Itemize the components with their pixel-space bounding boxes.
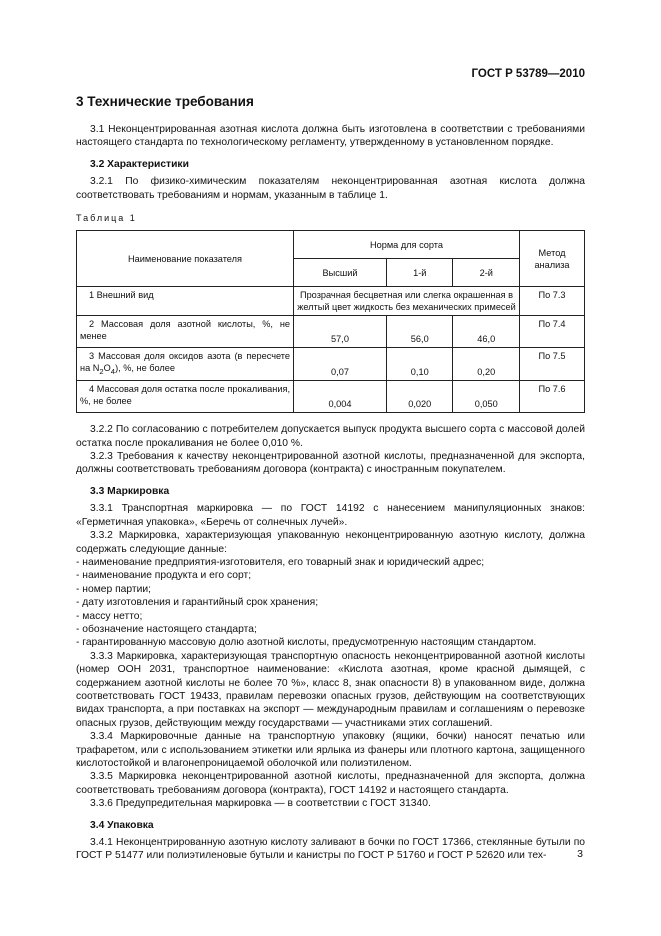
row-value: 57,0 bbox=[294, 316, 387, 348]
row-value: 56,0 bbox=[387, 316, 453, 348]
paragraph-3-3-1: 3.3.1 Транспортная маркировка — по ГОСТ 14192 с нанесением манипуляционных знаков: «Герметичная упаковка», «Беречь от солнечных лучей». bbox=[76, 503, 585, 528]
paragraph-3-3-5: 3.3.5 Маркировка неконцентрированной азотной кислоты, предназначенной для экспорта, должна соответствовать требованиям договора (контракта), ГОСТ 14192 и настоящего стандарта. bbox=[76, 771, 585, 796]
subsection-title-3-3: 3.3 Маркировка bbox=[90, 485, 170, 497]
row-value: 0,050 bbox=[453, 381, 520, 413]
grade-header: Высший bbox=[294, 259, 387, 287]
header-method: Метод анализа bbox=[520, 231, 585, 287]
list-item: - массу нетто; bbox=[76, 610, 143, 622]
row-value: 0,020 bbox=[387, 381, 453, 413]
row-method: По 7.6 bbox=[520, 381, 585, 413]
row-value: 0,20 bbox=[453, 348, 520, 381]
paragraph-3-2-1: 3.2.1 По физико-химическим показателям неконцентрированная азотная кислота должна соответствовать требованиям и нормам, указанным в таблице 1. bbox=[76, 176, 585, 201]
paragraph-3-3-6: 3.3.6 Предупредительная маркировка — в соответствии с ГОСТ 31340. bbox=[90, 798, 431, 810]
section-body bbox=[76, 123, 585, 863]
list-item: - дату изготовления и гарантийный срок хранения; bbox=[76, 597, 319, 609]
row-name: 3 Массовая доля оксидов азота (в пересчете на $N_2O_4$), %, не более bbox=[77, 348, 294, 381]
table-row bbox=[77, 381, 585, 413]
table-caption: Таблица 1 bbox=[76, 213, 137, 224]
subsection-title-3-4: 3.4 Упаковка bbox=[90, 819, 154, 831]
paragraph-3-3-4: 3.3.4 Маркировочные данные на транспортную упаковку (ящики, бочки) наносят печатью или трафаретом, или с использованием этикетки или ярлыка из фанеры или плотного картона, защищенного кислотостойкой и влагонепроницаемой оболочкой или полиэтиленом. bbox=[76, 731, 585, 770]
row-value: 46,0 bbox=[453, 316, 520, 348]
row-name: 4 Массовая доля остатка после прокаливания, %, не более bbox=[77, 381, 294, 413]
paragraph-3-1: 3.1 Неконцентрированная азотная кислота должна быть изготовлена в соответствии с требованиями настоящего стандарта по технологическому регламенту, утвержденному в установленном порядке. bbox=[76, 124, 585, 149]
list-item: - наименование продукта и его сорт; bbox=[76, 570, 252, 582]
row-name: 2 Массовая доля азотной кислоты, %, не менее bbox=[77, 316, 294, 348]
subsection-title-3-2: 3.2 Характеристики bbox=[90, 158, 189, 170]
row-value: Прозрачная бесцветная или слегка окрашенная в желтый цвет жидкость без механических примесей bbox=[294, 287, 520, 316]
row-name: 1 Внешний вид bbox=[77, 287, 294, 316]
section-title: 3 Технические требования bbox=[76, 94, 254, 109]
row-value: 0,004 bbox=[294, 381, 387, 413]
requirements-table bbox=[76, 230, 585, 413]
paragraph-3-3-3: 3.3.3 Маркировка, характеризующая транспортную опасность неконцентрированной азотной кислоты (номер ООН 2031, транспортное наименование: «Кислота азотная, кроме красной дымящей, с содержанием азотной кислоты не более 70 %», класс 8, знак опасности 8) в упакованном виде, должна соответствовать ГОСТ 19433, правилам перевозки опасных грузов, действующим на соответствующих видах транспорта, а при поставках на экспорт — международным правилам и соглашениям о перевозке опасных грузов, действующим между государствами — участниками этих соглашений. bbox=[76, 650, 585, 729]
list-item: - обозначение настоящего стандарта; bbox=[76, 623, 257, 635]
paragraph-3-2-2: 3.2.2 По согласованию с потребителем допускается выпуск продукта высшего сорта с массовой долей остатка после прокаливания не более 0,010 %. bbox=[76, 424, 585, 449]
marking-list bbox=[76, 556, 585, 650]
row-value: 0,07 bbox=[294, 348, 387, 381]
list-item: - номер партии; bbox=[76, 583, 151, 595]
table-row bbox=[77, 348, 585, 381]
document-code: ГОСТ Р 53789—2010 bbox=[471, 68, 585, 80]
list-item: - наименование предприятия-изготовителя, его товарный знак и юридический адрес; bbox=[76, 556, 485, 568]
header-indicator: Наименование показателя bbox=[77, 231, 294, 287]
grade-header: 1-й bbox=[387, 259, 453, 287]
paragraph-3-4-1: 3.4.1 Неконцентрированную азотную кислоту заливают в бочки по ГОСТ 17366, стеклянные бутыли по ГОСТ Р 51477 или полиэтиленовые бутыли и канистры по ГОСТ Р 51760 и ГОСТ Р 52620 или тех- bbox=[76, 837, 585, 862]
row-value: 0,10 bbox=[387, 348, 453, 381]
paragraph-3-2-3: 3.2.3 Требования к качеству неконцентрированной азотной кислоты, предназначенной для экспорта, должны соответствовать требованиям договора (контракта) с иностранным покупателем. bbox=[76, 451, 585, 476]
table-row bbox=[77, 316, 585, 348]
list-item: - гарантированную массовую долю азотной кислоты, предусмотренную настоящим стандартом. bbox=[76, 637, 537, 649]
row-method: По 7.3 bbox=[520, 287, 585, 316]
page-number: 3 bbox=[577, 848, 583, 860]
row-method: По 7.4 bbox=[520, 316, 585, 348]
paragraph-3-3-2: 3.3.2 Маркировка, характеризующая упакованную неконцентрированную азотную кислоту, должна содержать следующие данные: bbox=[76, 530, 585, 555]
table-row bbox=[77, 287, 585, 316]
grade-header: 2-й bbox=[453, 259, 520, 287]
row-method: По 7.5 bbox=[520, 348, 585, 381]
header-norm: Норма для сорта bbox=[294, 231, 520, 259]
